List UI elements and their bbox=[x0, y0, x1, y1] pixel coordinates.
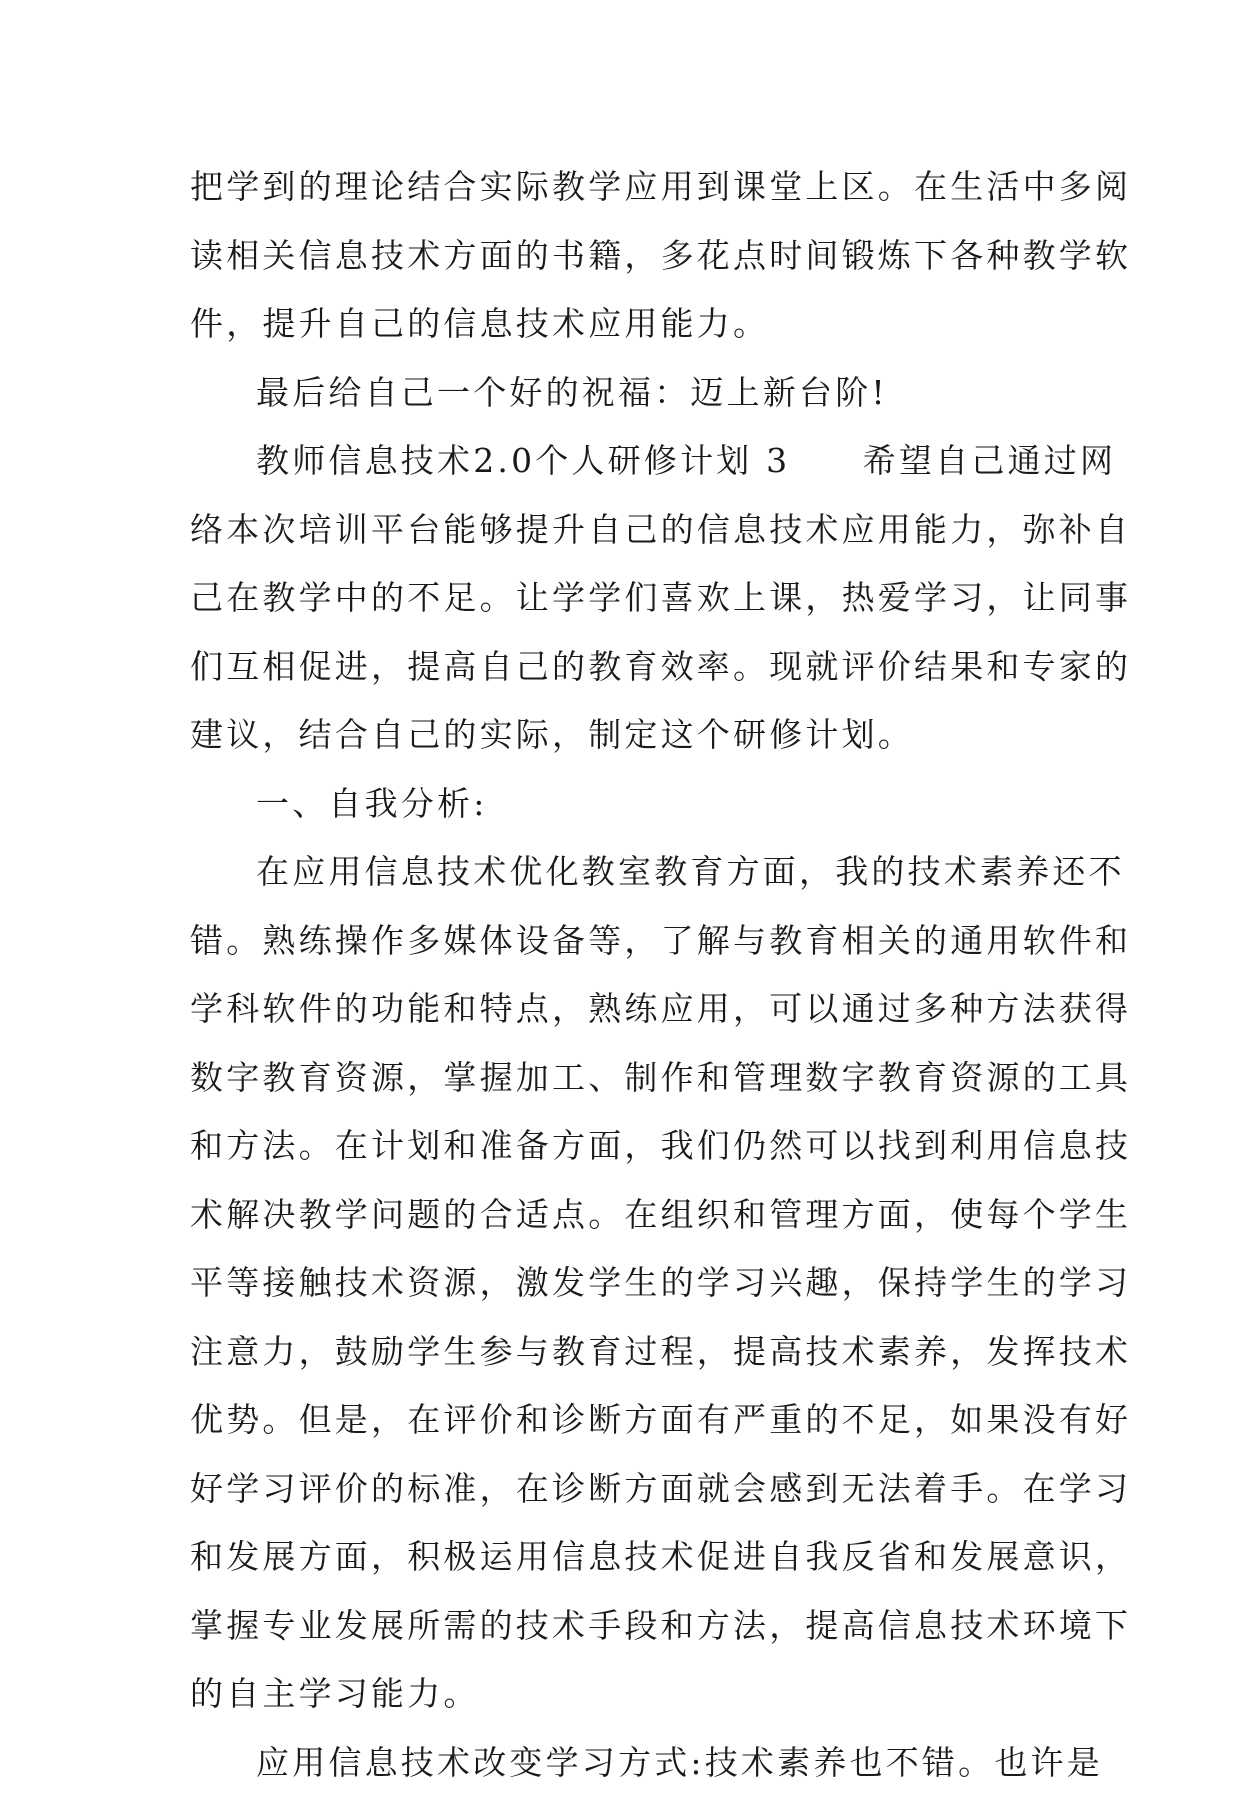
text-line: 己在教学中的不足。让学学们喜欢上课，热爱学习，让同事 bbox=[190, 564, 1060, 633]
section-heading: 一、自我分析: bbox=[190, 770, 1060, 839]
body-text bbox=[190, 153, 1060, 1797]
text-line: 把学到的理论结合实际教学应用到课堂上区。在生活中多阅 bbox=[190, 153, 1060, 222]
text-line: 数字教育资源，掌握加工、制作和管理数字教育资源的工具 bbox=[190, 1044, 1060, 1113]
text-line: 应用信息技术改变学习方式:技术素养也不错。也许是 bbox=[190, 1729, 1060, 1797]
text-line: 错。熟练操作多媒体设备等，了解与教育相关的通用软件和 bbox=[190, 907, 1060, 976]
text-line: 在应用信息技术优化教室教育方面，我的技术素养还不 bbox=[190, 838, 1060, 907]
text-line: 读相关信息技术方面的书籍，多花点时间锻炼下各种教学软 bbox=[190, 222, 1060, 291]
text-line: 的自主学习能力。 bbox=[190, 1660, 1060, 1729]
text-line: 注意力，鼓励学生参与教育过程，提高技术素养，发挥技术 bbox=[190, 1318, 1060, 1387]
text-line: 和方法。在计划和准备方面，我们仍然可以找到利用信息技 bbox=[190, 1112, 1060, 1181]
text-line: 建议，结合自己的实际，制定这个研修计划。 bbox=[190, 701, 1060, 770]
text-line: 优势。但是，在评价和诊断方面有严重的不足，如果没有好 bbox=[190, 1386, 1060, 1455]
text-line: 学科软件的功能和特点，熟练应用，可以通过多种方法获得 bbox=[190, 975, 1060, 1044]
text-line: 平等接触技术资源，激发学生的学习兴趣，保持学生的学习 bbox=[190, 1249, 1060, 1318]
text-line: 络本次培训平台能够提升自己的信息技术应用能力，弥补自 bbox=[190, 496, 1060, 565]
text-line: 教师信息技术2.0个人研修计划 3 希望自己通过网 bbox=[190, 427, 1060, 496]
text-line: 和发展方面，积极运用信息技术促进自我反省和发展意识， bbox=[190, 1523, 1060, 1592]
text-line: 最后给自己一个好的祝福：迈上新台阶! bbox=[190, 359, 1060, 428]
text-line: 们互相促进，提高自己的教育效率。现就评价结果和专家的 bbox=[190, 633, 1060, 702]
text-line: 掌握专业发展所需的技术手段和方法，提高信息技术环境下 bbox=[190, 1592, 1060, 1661]
text-line: 好学习评价的标准，在诊断方面就会感到无法着手。在学习 bbox=[190, 1455, 1060, 1524]
text-line: 件，提升自己的信息技术应用能力。 bbox=[190, 290, 1060, 359]
text-line: 术解决教学问题的合适点。在组织和管理方面，使每个学生 bbox=[190, 1181, 1060, 1250]
